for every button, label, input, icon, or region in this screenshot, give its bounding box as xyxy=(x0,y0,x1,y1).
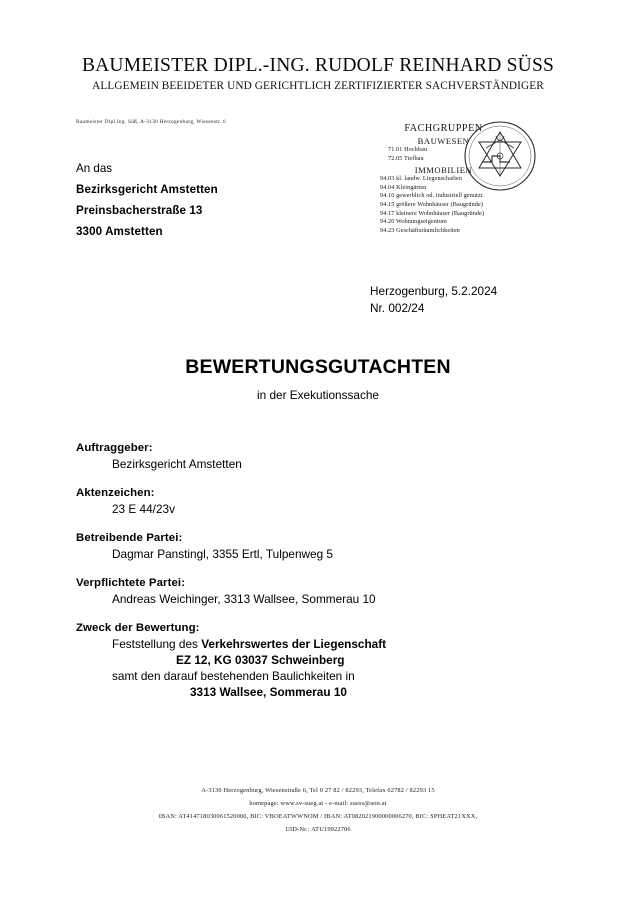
detail-fields xyxy=(76,442,546,715)
field-value: Dagmar Panstingl, 3355 Ertl, Tulpenweg 5 xyxy=(112,547,333,561)
field-betreibende-partei xyxy=(76,532,546,562)
specialist-group-immobilien: IMMOBILIEN xyxy=(414,165,473,176)
specialist-item: 94.20 Wohnungseigentum xyxy=(380,218,447,226)
recipient-street: Preinsbacherstraße 13 xyxy=(76,204,203,217)
purpose-line-1-bold: Verkehrswertes der Liegenschaft xyxy=(201,637,387,651)
specialist-item: 71.01 Hochbau xyxy=(388,146,428,153)
field-value xyxy=(76,636,546,700)
footer-address-phone: A-3130 Herzogenburg, Wiesenstraße 6, Tel 0 27 82 / 82293, Telefax 02782 / 82293 15 xyxy=(201,787,435,794)
specialist-item: 94.10 gewerblich od. industriell genutzt xyxy=(380,192,483,200)
footer-vat-id: UID-Nr.: ATU19922706 xyxy=(285,826,351,833)
practitioner-qualification: ALLGEMEIN BEEIDETER UND GERICHTLICH ZERTIFIZIERTER SACHVERSTÄNDIGER xyxy=(92,80,544,92)
recipient-address xyxy=(76,158,218,242)
footer-homepage-email: homepage: www.sv-sueg.at - e-mail: suess@aon.at xyxy=(249,800,387,807)
recipient-court: Bezirksgericht Amstetten xyxy=(76,183,218,196)
purpose-line-4: 3313 Wallsee, Sommerau 10 xyxy=(190,685,347,699)
document-number: Nr. 002/24 xyxy=(370,301,425,315)
recipient-salutation: An das xyxy=(76,162,113,175)
field-zweck-der-bewertung xyxy=(76,622,546,700)
purpose-line-1 xyxy=(112,636,546,652)
field-label: Verpflichtete Partei: xyxy=(76,577,186,589)
recipient-city: 3300 Amstetten xyxy=(76,225,163,238)
specialist-item: 94.17 kleinere Wohnhäuser (Baugründe) xyxy=(380,209,485,217)
specialist-item: 94.04 Kleingärten xyxy=(380,183,427,191)
official-seal-icon xyxy=(462,118,538,194)
footer-bank-details: IBAN: AT414718030061520000, BIC: VBOEATWWNOM / IBAN: AT082021900000006270, BIC: SPHEAT21XXX, xyxy=(158,813,478,820)
page-footer xyxy=(0,784,636,836)
field-label: Betreibende Partei: xyxy=(76,532,183,544)
letterhead xyxy=(0,55,636,92)
field-label: Zweck der Bewertung: xyxy=(76,622,200,634)
specialist-fields-title: FACHGRUPPEN xyxy=(404,123,483,134)
field-aktenzeichen xyxy=(76,487,546,517)
field-verpflichtete-partei xyxy=(76,577,546,607)
specialist-item: 72.05 Tiefbau xyxy=(388,154,424,162)
page-title: BEWERTUNGSGUTACHTEN xyxy=(185,356,451,378)
purpose-line-1-plain: Feststellung des xyxy=(112,637,202,651)
field-label: Aktenzeichen: xyxy=(76,487,155,499)
field-value: 23 E 44/23v xyxy=(112,502,175,516)
page-subtitle: in der Exekutionssache xyxy=(257,388,379,402)
field-value: Andreas Weichinger, 3313 Wallsee, Sommerau 10 xyxy=(112,592,376,606)
specialist-group-bauwesen: BAUWESEN xyxy=(417,136,470,146)
practitioner-name: BAUMEISTER DIPL.-ING. RUDOLF REINHARD SÜSS xyxy=(81,55,555,76)
place-and-date: Herzogenburg, 5.2.2024 xyxy=(370,284,498,298)
purpose-line-2: EZ 12, KG 03037 Schweinberg xyxy=(176,653,345,667)
purpose-line-3: samt den darauf bestehenden Baulichkeiten in xyxy=(112,669,355,683)
specialist-item: 94.03 kl. landw. Liegenschaften xyxy=(380,175,463,183)
date-block xyxy=(370,283,497,317)
field-value: Bezirksgericht Amstetten xyxy=(112,457,242,471)
specialist-item: 94.23 Geschäftsräumlichkeiten xyxy=(380,226,460,234)
return-address: Baumeister Dipl.Ing. Süß, A-3130 Herzogenburg, Wiesenstr. 6 xyxy=(76,119,226,125)
specialist-item: 94.15 größere Wohnhäuser (Baugründe) xyxy=(380,200,483,208)
field-label: Auftraggeber: xyxy=(76,442,153,454)
field-auftraggeber xyxy=(76,442,546,472)
